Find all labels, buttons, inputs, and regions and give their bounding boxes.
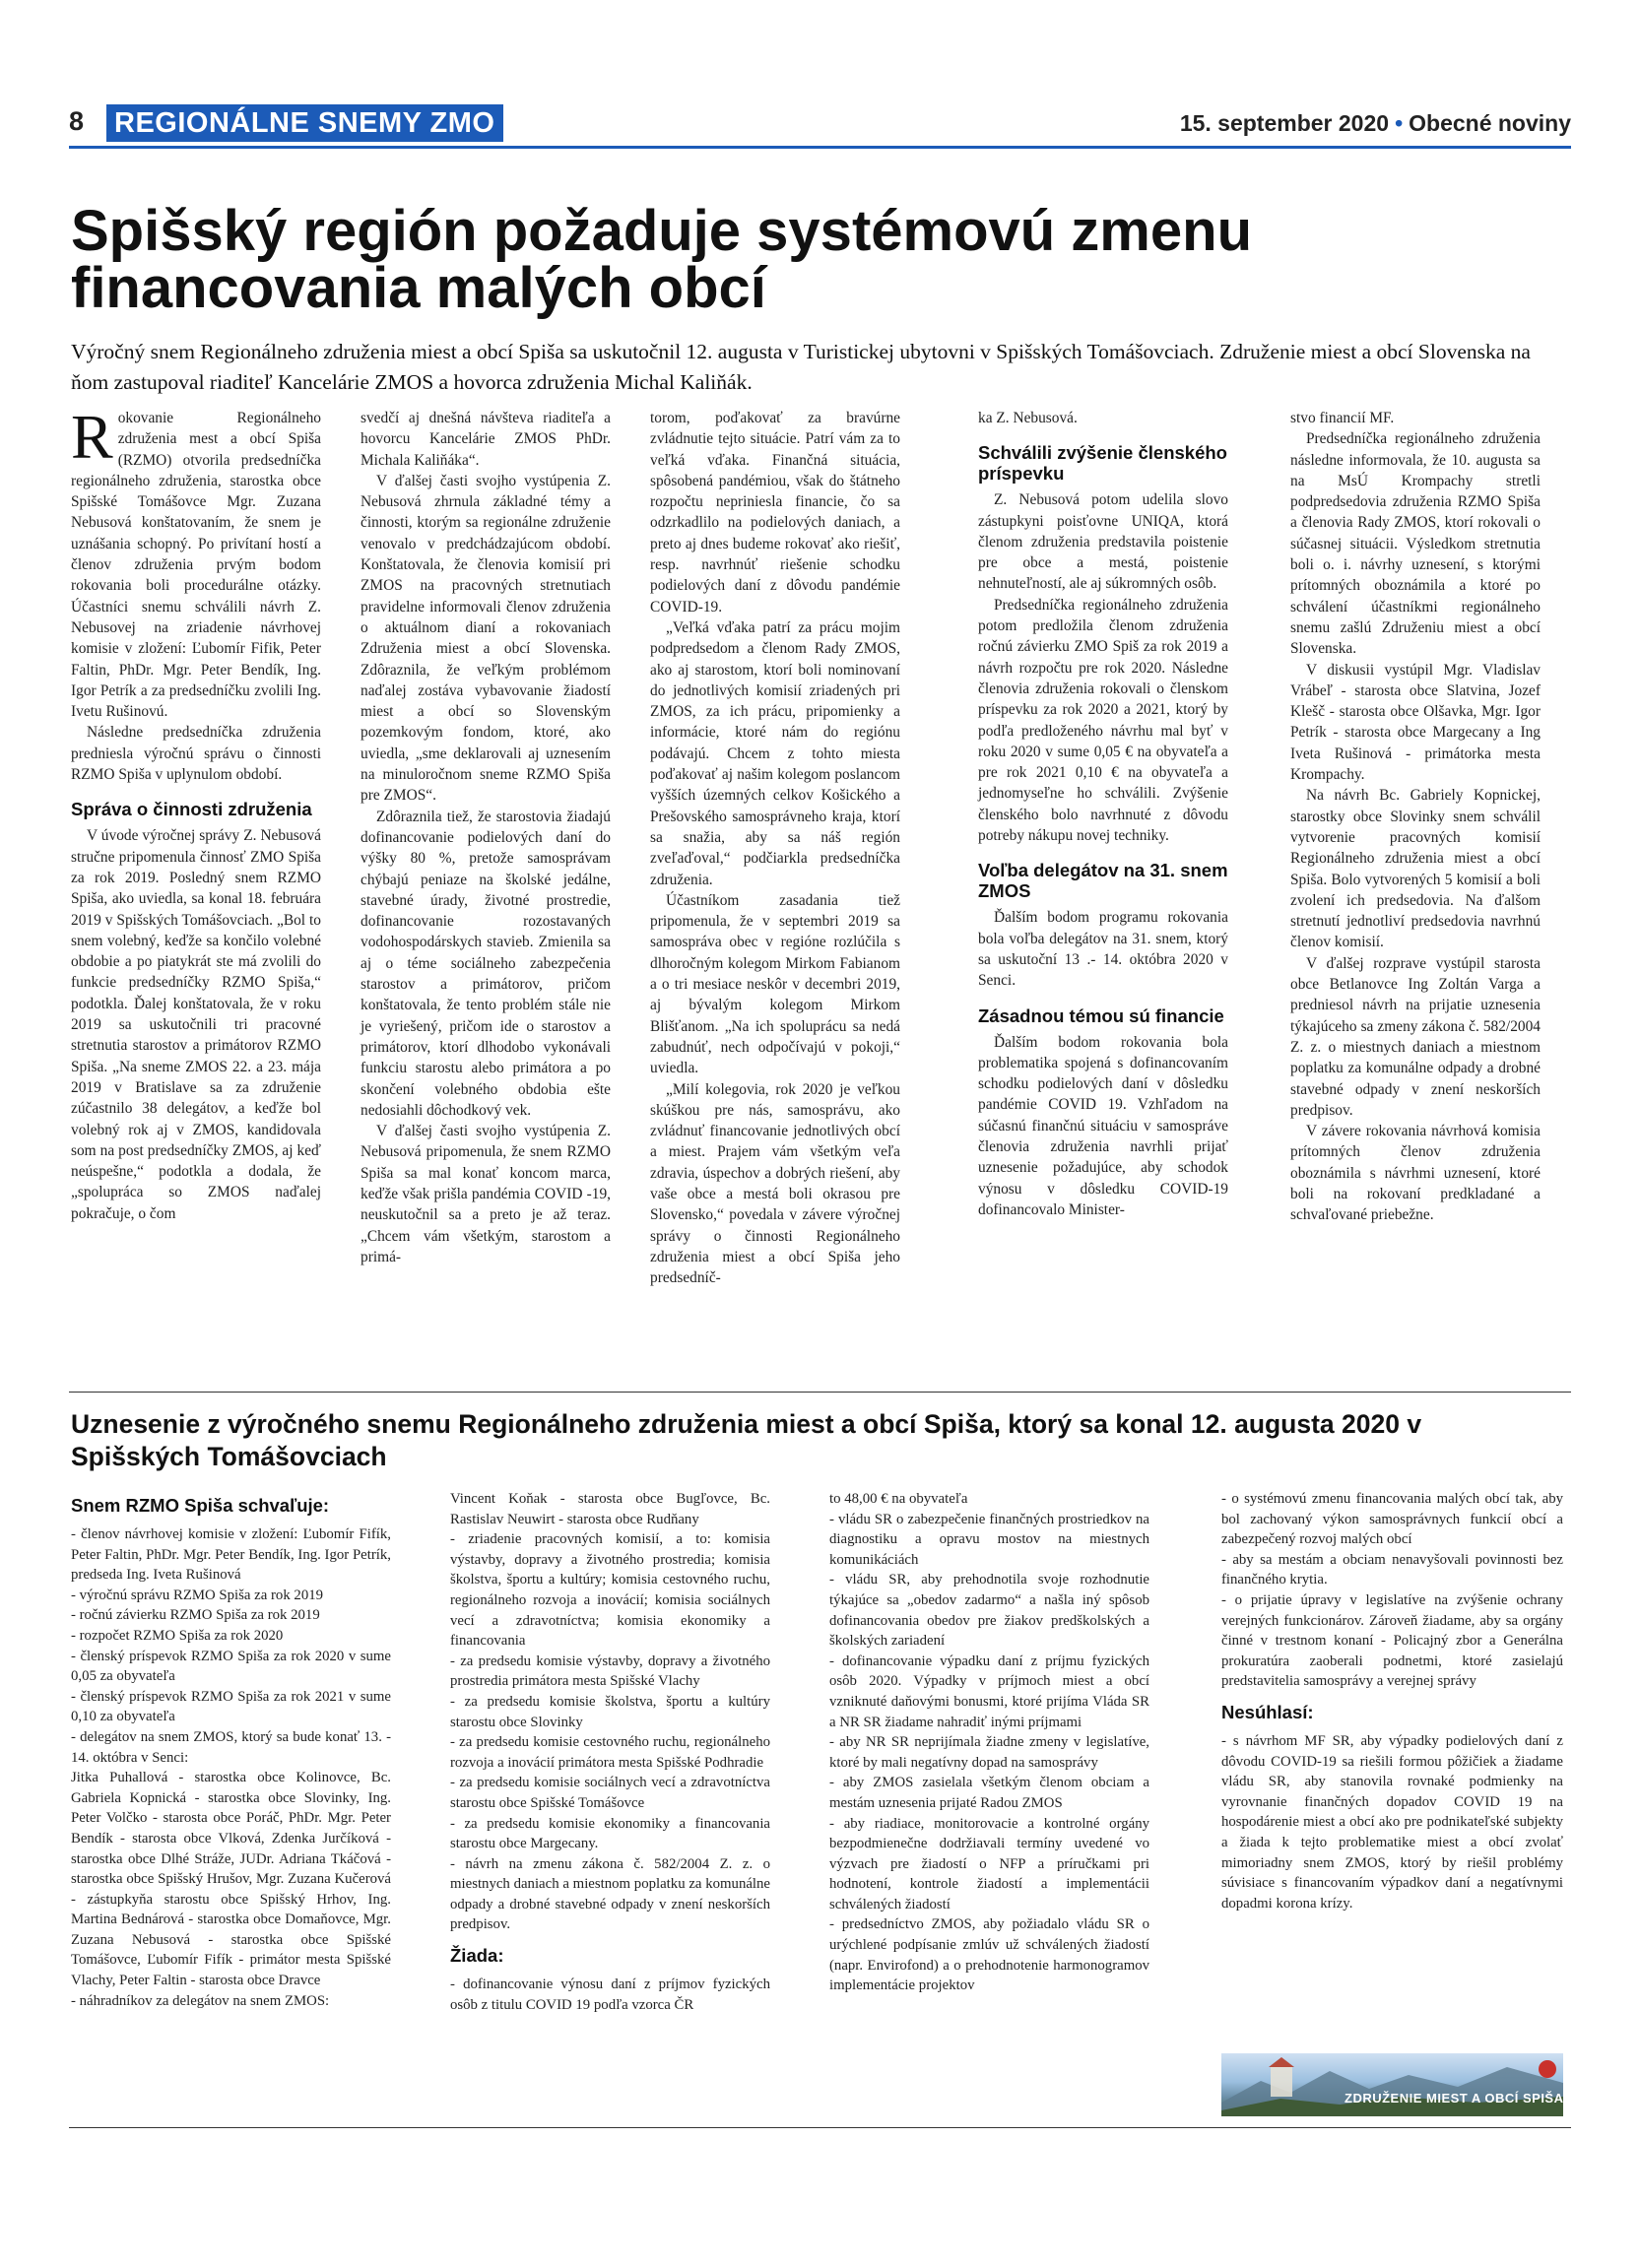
bottom-rule	[69, 2127, 1571, 2128]
paragraph-text: okovanie Regionálneho združenia mest a obcí Spiša (RZMO) otvorila predsedníčka regionálneho združenia, starostka obce Spišské Tomášovce Mgr. Zuzana Nebusová konštatovaním, že snem je uznášania schopný. Po privítaní hostí a členov združenia prvým bodom rokovania boli procedurálne otázky. Účastníci snemu schválili návrh Z. Nebusovej na zriadenie návrhovej komisie v zložení: Ľubomír Fifik, Peter Faltin, PhDr. Mgr. Peter Bendík, Ing. Igor Petrík a za predsedníčku zvolili Ing. Ivetu Rušinovú.	[71, 410, 321, 721]
publication-name: Obecné noviny	[1409, 110, 1571, 136]
list-item: - výročnú správu RZMO Spiša za rok 2019	[71, 1587, 324, 1603]
list-item: - aby riadiace, monitorovacie a kontrolné orgány bezpodmienečne dodržiavali termíny uvedené vo výzvach pre žiadostí o NFP a príručkami pri hodnotení, kontrole žiadostí a implementácii schválených žiadostí	[829, 1815, 1149, 1912]
paragraph: Z. Nebusová potom udelila slovo zástupkyni poisťovne UNIQA, ktorá členom združenia predstavila poistenie pre obce a mestá, poistenie nehnuteľností, ale aj súkromných osôb.	[978, 491, 1228, 593]
association-banner-image	[1221, 2053, 1563, 2116]
list-item: - náhradníkov za delegátov na snem ZMOS:	[71, 1992, 330, 2009]
paragraph: stvo financií MF.	[1290, 410, 1395, 426]
article-column-1	[71, 402, 321, 1224]
list-item: - za predsedu komisie výstavby, dopravy a životného prostredia primátora mesta Spišské Vlachy	[450, 1652, 770, 1690]
article-column-2	[361, 408, 611, 1267]
list-item: - aby sa mestám a obciam nenavyšovali povinnosti bez finančného krytia.	[1221, 1551, 1563, 1588]
list-item: - za predsedu komisie školstva, športu a kultúry starostu obce Slovinky	[450, 1693, 770, 1730]
banner-text: ZDRUŽENIE MIEST A OBCÍ SPIŠA	[1345, 2091, 1563, 2106]
list-item: - za predsedu komisie cestovného ruchu, regionálneho rozvoja a inovácií primátora mesta Spišské Podhradie	[450, 1734, 770, 1771]
list-item: to 48,00 € na obyvateľa	[829, 1491, 968, 1507]
issue-date: 15. september 2020	[1179, 110, 1390, 136]
list-item: - členský príspevok RZMO Spiša za rok 2021 v sume 0,10 za obyvateľa	[71, 1688, 391, 1725]
list-item: - o prijatie úpravy v legislatíve na zvýšenie ochrany verejných funkcionárov. Zároveň žiadame, aby sa orgány činné v trestnom konaní - Policajný zbor a Generálna prokuratúra zaoberali podnetmi, ktoré zasielajú predstavitelia samosprávy a verejnej správy	[1221, 1591, 1563, 1690]
resolution-title: Uznesenie z výročného snemu Regionálneho združenia miest a obcí Spiša, ktorý sa konal 12. augusta 2020 v Spišských Tomášovciach	[71, 1409, 1422, 1471]
resolution-column-1	[71, 1495, 391, 2011]
list-item: - členský príspevok RZMO Spiša za rok 2020 v sume 0,05 za obyvateľa	[71, 1648, 391, 1685]
list-item: - s návrhom MF SR, aby výpadky podielových daní z dôvodu COVID-19 sa riešili formou pôžičiek a žiadame vládu SR, aby stanovila rovnaké podmienky na vyrovnanie finančných dopadov COVID 19 na hospodárenie miest a obcí ako pre podnikateľské subjekty a žiada k tejto problematike miest a obcí zvolať mimoriadny snem ZMOS, ktorý by riešil problémy súvisiace s financovaním výpadkov daní a negatívnymi dopadmi korona krízy.	[1221, 1732, 1563, 1912]
resolution-heading-approves: Snem RZMO Spiša schvaľuje:	[71, 1495, 330, 1516]
paragraph: „Veľká vďaka patrí za prácu mojim podpredsedom a členom Rady ZMOS, ako aj starostom, ktorí boli nominovaní do jednotlivých komisií zriadených pri ZMOS, za ich prácu, pripomienky a informácie, ktoré nám do regiónu podávajú. Chcem z tohto miesta poďakovať aj našim kolegom poslancom vyšších územných celkov Košického a Prešovského samosprávneho kraja, ktorí sa snažia, aby sa náš región zveľaďoval,“ podčiarkla predsedníčka združenia.	[650, 618, 900, 888]
list-item: - členov návrhovej komisie v zložení: Ľubomír Fifík, Peter Faltin, PhDr. Mgr. Peter Bendík, Ing. Igor Petrík, predseda Ing. Iveta Rušinová	[71, 1526, 391, 1584]
paragraph: Ďalším bodom rokovania bola problematika spojená s dofinancovaním schodku podielových daní v dôsledku pandémie COVID 19. Vzhľadom na súčasnú finančnú situáciu v samospráve členovia združenia navrhli prijať uznesenie požadujúce, aby schodok výnosu v dôsledku COVID-19 dofinancovalo Minister-	[978, 1033, 1228, 1218]
page-header	[69, 104, 1571, 144]
drop-cap: R	[71, 402, 113, 472]
list-item: - vládu SR o zabezpečenie finančných prostriedkov na diagnostiku a opravu mostov na miestnych komunikáciách	[829, 1511, 1149, 1568]
list-item: - aby NR SR neprijímala žiadne zmeny v legislatíve, ktoré by mali negatívny dopad na samosprávy	[829, 1734, 1149, 1771]
subheading: Schválili zvýšenie členského príspevku	[978, 442, 1227, 485]
paragraph: V ďalšej časti svojho vystúpenia Z. Nebusová pripomenula, že snem RZMO Spiša sa mal konať koncom marca, keďže však prišla pandémia COVID -19, neuskutočnil sa a preto je až teraz. „Chcem vám všetkým, starostom a primá-	[361, 1123, 611, 1265]
list-item: Jitka Puhallová - starostka obce Kolinovce, Bc. Gabriela Kopnická - starostka obce Slovinky, Ing. Peter Volčko - starosta obce Poráč, PhDr. Mgr. Peter Bendík - starosta obce Vlková, Zdenka Jurčíková - starostka obce Dlhé Stráže, JUDr. Adriana Tkáčová - starostka obce Spišský Hrušov, Mgr. Zuzana Kučerová - zástupkyňa starostu obce Spišský Hrhov, Ing. Martina Bednárová - starostka obce Domaňovce, Mgr. Zuzana Nebusová - starostka obce Spišské Tomášovce, Ľubomír Fifík - primátor mesta Spišské Vlachy, Peter Faltin - starosta obce Dravce	[71, 1770, 391, 1989]
article-column-3	[650, 408, 900, 1288]
mountain-landscape-icon	[1221, 2053, 1563, 2116]
separator-dot: •	[1395, 110, 1404, 136]
list-item: - vládu SR, aby prehodnotila svoje rozhodnutie týkajúce sa „obedov zadarmo“ a našla iný spôsob dofinancovania obedov pre žiakov predškolských a školských zariadení	[829, 1572, 1149, 1650]
section-divider	[69, 1392, 1571, 1393]
paragraph: V diskusii vystúpil Mgr. Vladislav Vrábeľ - starosta obce Slatvina, Jozef Klešč - starosta obce Olšavka, Mgr. Igor Petrík - starosta obce Margecany a Ing Iveta Rušinová - primátorka mesta Krompachy.	[1290, 661, 1541, 784]
resolution-column-2	[450, 1489, 770, 2015]
paragraph: Na návrh Bc. Gabriely Kopnickej, starostky obce Slovinky snem schválil vytvorenie pracovných komisií Regionálneho združenia miest a obcí Spiša. Bolo vytvorených 5 komisií a boli zvolení ich predsedovia. Na ďalšom stretnutí jednotliví predsedovia navrhnú členov komisií.	[1290, 787, 1541, 951]
paragraph: V závere rokovania návrhová komisia prítomných členov združenia oboznámila s návrhmi uznesení, ktoré boli na rokovaní predkladané a schvaľované priebežne.	[1290, 1123, 1541, 1224]
list-item: - ročnú závierku RZMO Spiša za rok 2019	[71, 1607, 320, 1624]
paragraph: Ďalším bodom programu rokovania bola voľba delegátov na 31. snem, ktorý sa uskutoční 13 .- 14. októbra 2020 v Senci.	[978, 909, 1228, 990]
list-item: - aby ZMOS zasielala všetkým členom obciam a mestám uznesenia prijaté Radou ZMOS	[829, 1775, 1149, 1811]
subheading: Zásadnou témou sú financie	[978, 1004, 1224, 1026]
section-label: REGIONÁLNE SNEMY ZMO	[106, 104, 503, 142]
paragraph: ka Z. Nebusová.	[978, 410, 1078, 426]
paragraph: svedčí aj dnešná návšteva riaditeľa a hovorcu Kancelárie ZMOS PhDr. Michala Kaliňáka“.	[361, 410, 611, 469]
resolution-column-3	[829, 1489, 1149, 1996]
list-item: - o systémovú zmenu financovania malých obcí tak, aby bol zachovaný výkon samosprávnych funkcií obcí a zabezpečený rozvoj malých obcí	[1221, 1491, 1563, 1548]
page-number: 8	[69, 106, 85, 136]
paragraph: V úvode výročnej správy Z. Nebusová stručne pripomenula činnosť ZMO Spiša za rok 2019. Posledný snem RZMO Spiša, ako uviedla, sa konal 18. februára 2019 v Spišských Tomášovciach. „Bol to snem volebný, keďže sa končilo volebné obdobie a po piatykrát ste má zvolili do funkcie predsedníčky RZMO Spiša,“ podotkla. Ďalej konštatovala, že v roku 2019 sa uskutočnili tri pracovné stretnutia starostov a primátorov RZMO Spiša. „Na sneme ZMOS 22. a 23. mája 2019 v Bratislave sa za združenie zúčastnilo 38 delegátov, a keďže bol volebný rok aj v ZMOS, kandidovala som na post predsedníčky ZMOS, aj keď neúspešne,“ podotkla a dodala, že „spolupráca so ZMOS naďalej pokračuje, o čom	[71, 827, 321, 1222]
article-column-4	[978, 408, 1228, 1220]
paragraph: Následne predsedníčka združenia predniesla výročnú správu o činnosti RZMO Spiša v uplynulom období.	[71, 724, 321, 784]
article-column-5	[1290, 408, 1541, 1226]
paragraph: V ďalšej časti svojho vystúpenia Z. Nebusová zhrnula základné témy a činnosti, ktorým sa regionálne združenie venovalo v predchádzajúcom období. Konštatovala, že členovia komisií pri ZMOS na pracovných stretnutiach pravidelne informovali členov združenia o aktuálnom dianí a rokovaniach Združenia miest a obcí Slovenska. Zdôraznila, že veľkým problémom naďalej zostáva vybavovanie žiadostí miest a obcí so Slovenským pozemkovým fondom, ktoré, ako uviedla, „sme deklarovali aj uznesením na minuloročnom sneme RZMO Spiša pre ZMOS“.	[361, 472, 611, 805]
list-item: - dofinancovanie výnosu daní z príjmov fyzických osôb z titulu COVID 19 podľa vzorca ČR	[450, 1976, 770, 2013]
paragraph: V ďalšej rozprave vystúpil starosta obce Betlanovce Ing Zoltán Varga a predniesol návrh na prijatie uznesenia týkajúceho sa zmeny zákona č. 582/2004 Z. z. o miestnych daniach a miestnom poplatku za komunálne odpady a drobné stavebné odpady v znení neskorších predpisov.	[1290, 954, 1541, 1119]
list-item: - za predsedu komisie sociálnych vecí a zdravotníctva starostu obce Spišské Tomášovce	[450, 1775, 770, 1811]
header-rule	[69, 146, 1571, 149]
resolution-heading-disagrees: Nesúhlasí:	[1221, 1701, 1314, 1722]
paragraph: torom, poďakovať za bravúrne zvládnutie tejto situácie. Patrí vám za to veľká vďaka. Finančná situácia, spôsobená pandémiou, však do štátneho rozpočtu nepriniesla financie, čo sa odzrkadlilo na podielových daniach, a preto aj dnes budeme rokovať ako riešiť, resp. navrhnúť riešenie schodku podielových daní z dôvodu pandémie COVID-19.	[650, 410, 900, 616]
paragraph	[71, 402, 321, 722]
resolution-column-4	[1221, 1489, 1563, 1913]
article-headline: Spišský región požaduje systémovú zmenu financovania malých obcí	[71, 199, 1252, 320]
paragraph: Predsedníčka regionálneho združenia potom predložila členom združenia ročnú závierku ZMO Spiš za rok 2019 a návrh rozpočtu pre rok 2020. Následne členovia združenia rokovali o členskom príspevku za rok 2020 a 2021, ktorý by podľa predloženého návrhu mal byť v roku 2020 v sume 0,05 € na obyvateľa a pre rok 2021 0,10 € na obyvateľa a jednomyseľne ho schválili. Zvýšenie členského bolo navrhnuté z dôvodu potreby nákupu novej techniky.	[978, 596, 1228, 845]
list-item: - zriadenie pracovných komisií, a to: komisia výstavby, dopravy a životného prostredia; komisia školstva, športu a kultúry; komisia cestovného ruchu, regionálneho rozvoja a inovácií; komisia sociálnych vecí a zdravotníctva; komisia ekonomiky a financovania	[450, 1531, 770, 1650]
list-item: - rozpočet RZMO Spiša za rok 2020	[71, 1627, 284, 1644]
list-item: - za predsedu komisie ekonomiky a financovania starostu obce Margecany.	[450, 1815, 770, 1852]
article-lead: Výročný snem Regionálneho združenia miest a obcí Spiša sa uskutočnil 12. augusta v Turistickej ubytovni v Spišských Tomášovciach. Združenie miest a obcí Slovenska na ňom zastupoval riaditeľ Kancelárie ZMOS a hovorca združenia Michal Kaliňák.	[71, 340, 1531, 394]
paragraph: Predsedníčka regionálneho združenia následne informovala, že 10. augusta sa na MsÚ Krompachy stretli podpredsedovia združenia RZMO Spiša a členovia Rady ZMOS, ktorí rokovali o súčasnej situácii. Výsledkom stretnutia boli o. i. návrhy uznesení, s ktorými prítomných oboznámila a ktoré po schválení účastníkmi regionálneho snemu zašlú Združeniu miest a obcí Slovenska.	[1290, 430, 1541, 658]
paragraph: „Milí kolegovia, rok 2020 je veľkou skúškou pre nás, samosprávu, ako zvládnuť financovanie jednotlivých obcí a miest. Prajem vám všetkým veľa zdravia, úspechov a dobrých riešení, aby vaše obce a mestá boli okrasou pre Slovensko,“ povedala v závere výročnej správy o činnosti Regionálneho združenia miest a obcí Spiša jeho predsedníč-	[650, 1080, 900, 1287]
list-item: - návrh na zmenu zákona č. 582/2004 Z. z. o miestnych daniach a miestnom poplatku za komunálne odpady a drobné stavebné odpady v znení neskorších predpisov.	[450, 1855, 770, 1933]
list-item: - predsedníctvo ZMOS, aby požiadalo vládu SR o urýchlené podpísanie zmlúv už schválených žiadostí (napr. Envirofond) a o prehodnotenie harmonogramov implementácie projektov	[829, 1916, 1149, 1994]
list-item: - delegátov na snem ZMOS, ktorý sa bude konať 13. - 14. októbra v Senci:	[71, 1728, 391, 1766]
list-item: - dofinancovanie výpadku daní z príjmu fyzických osôb 2020. Výpadky v príjmoch miest a obcí vzniknuté daňovými bonusmi, ktoré prijíma Vláda SR a NR SR žiadame nahradiť inými príjmami	[829, 1652, 1149, 1730]
resolution-heading-requests: Žiada:	[450, 1945, 504, 1967]
subheading: Voľba delegátov na 31. snem ZMOS	[978, 860, 1228, 902]
subheading: Správa o činnosti združenia	[71, 799, 312, 820]
list-item: Vincent Koňak - starosta obce Bugľovce, Bc. Rastislav Neuwirt - starosta obce Rudňany	[450, 1491, 770, 1527]
paragraph: Zdôraznila tiež, že starostovia žiadajú dofinancovanie podielových daní do výšky 80 %, pretože samosprávam chýbajú peniaze na školské jedálne, stavebné úrady, životné prostredie, dofinancovanie rozostavaných vodohospodárskych stavieb. Zmienila sa aj o téme sociálneho zabezpečenia starostov a primátorov, pričom konštatovala, že tento problém stále nie je vyriešený, pričom ide o starostov a primátorov, ktorí dlhodobo vykonávali funkciu starostu alebo primátora a po skončení volebného obdobia ešte nedosiahli dôchodkový vek.	[361, 808, 611, 1119]
paragraph: Účastníkom zasadania tiež pripomenula, že v septembri 2019 sa samospráva obec v regióne rozlúčila s dlhoročným kolegom Mirkom Fabianom a o tri mesiace neskôr v decembri 2019, aj bývalým kolegom Mirkom Blišťanom. „Na ich spoluprácu sa nedá zabudnúť, nech odpočívajú v pokoji,“ uviedla.	[650, 891, 900, 1077]
dateline	[1180, 110, 1571, 137]
